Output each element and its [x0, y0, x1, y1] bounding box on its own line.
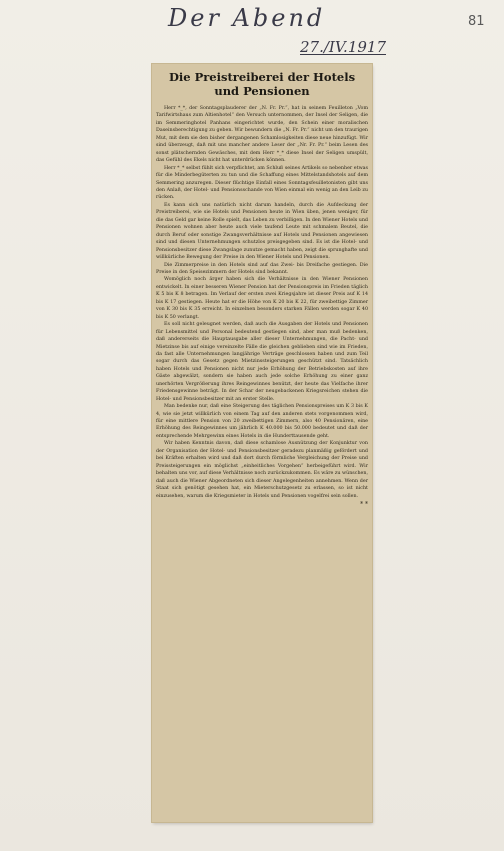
article-paragraph: Man bedenke nur, daß eine Steigerung des täglichen Pensionspreises um K 3 bis K 4, wie sie jetzt willkürlich von einem Tag auf den anderen stets vorgenommen wird, für eine mittlere Pension von 20 zweibettigen Zimmern, also 40 Pensionären, eine Erhöhung des Reingewinnes um jährlich K 40.000 bis 50.000 bedeutet und daß der entsprechende Mehrgewinn eines Hotels in die Hunderttausende geht.	[156, 404, 368, 439]
article-paragraph: Die Zimmerpreise in den Hotels sind auf das Zwei- bis Dreifache gestiegen. Die Preise in den Speisezimmern der Hotels sind bekannt.	[156, 262, 368, 275]
handwritten-title: Der Abend	[168, 4, 326, 32]
handwritten-date: 27./IV.1917	[300, 38, 386, 56]
article-paragraph: Womöglich noch ärger haben sich die Verhältnisse in den Wiener Pensionen entwickelt. In einer besseren Wiener Pension hat der Pensionspreis im Frieden täglich K 5 bis K 8 betragen. Im Verlauf der ersten zwei Kriegsjahre ist dieser Preis auf K 14 bis K 17 gestiegen. Heute hat er die Höhe von K 20 bis K 22, für zweibettige Zimmer von K 30 bis K 35 erreicht. In einzelnen besonders starken Fällen werden sogar K 40 bis K 50 verlangt.	[156, 277, 368, 320]
article-paragraph: Es kann sich uns natürlich nicht darum handeln, durch die Aufdeckung der Preistreiberei, wie sie Hotels und Pensionen heute in Wien üben, jenen weniger, für die das Geld gar keine Rolle spielt, das Leben zu verbilligen. In den Wiener Hotels und Pensionen wohnen aber heute auch viele taufend Leute mit schmalem Beutel, die durch Beruf oder sonstige Zwangsverhältnisse auf Hotels und Pensionen angewiesen sind und diesen Unternehmungen schutzlos preisgegeben sind. Es ist die Hotel- und Pensionsbesitzer diese Zwangslage zunutze gemacht haben, zeigt die sprunghafte und willkürliche Bewegung der Preise in den Wiener Hotels und Pensionen.	[156, 202, 368, 261]
newspaper-clipping	[152, 64, 372, 822]
end-mark: * *	[360, 501, 368, 509]
article-paragraph: Herr *_*, der Sonntagsplauderer der „N. Fr. Pr.“, hat in seinem Feuilleton „Vom Tarifwirtshaus zum Altienhotel“ den Versuch unternommen, der Insel der Seligen, die im Semmeringhotel Panhans eingerichtet wurde, den Schein einer moralischen Daseinsberechtigung zu geben. Wir bewundern die „N. Fr. Pr.“ nicht um den traurigen Mut, mit dem sie den bisher dergangenen Schamlosigkeiten diese neue hinzufügt. Wir sind überzeugt, daß mit uns mancher andere Leser der „Nr. Fr. Pr.“ beim Lesen des sonst plätschernden Gewäsches, mit dem Herr *_* diese Insel der Seligen umspült, das Gefühl des Ekels nicht hat unterdrücken können.	[156, 106, 368, 164]
article-headline: Die Preistreiberei der Hotels und Pensionen	[168, 70, 356, 98]
page-number: 81	[468, 14, 485, 29]
article-body	[156, 105, 368, 508]
article-paragraph: Wir haben Kenntnis davon, daß diese schamlose Ausnützung der Konjunktur von der Organisation der Hotel- und Pensionsbesitzer geradezu planmäßig gefördert und bei Kräften erhalten wird und daß dort durch förmliche Vergleichung der Preise und Preissteigerungen ein möglichst „einheitliches Vorgehen“ herbeigeführt wird. Wir behalten uns vor, auf diese Verhältnisse noch zurückzukommen. Es wäre zu wünschen, daß auch die Wiener Abgeordneten sich dieser Angelegenheiten annehmen. Wenn der Staat sich genötigt gesehen hat, ein Mieterschutzgesetz zu erlassen, so ist nicht einzusehen, warum die Kriegsmieter in Hotels und Pensionen vogelfrei sein sollen.	[156, 441, 368, 499]
article-paragraph: Es soll nicht geleugnet werden, daß auch die Ausgaben der Hotels und Pensionen für Lebensmittel und Personal bedeutend gestiegen sind, aber man muß bedenken, daß andererseits die Hauptausgabe aller dieser Unternehmungen, die Pacht- und Mietzinse bis auf einige vereinzelte Fälle die gleichen geblieben sind wie im Frieden, da fast alle Unternehmungen langjährige Verträge geschlossen haben und zum Teil sogar durch das Gesetz gegen Mietzinssteigerungen geschützt sind. Tatsächlich haben Hotels und Pensionen nicht nur jede Erhöhung der Betriebskosten auf ihre Gäste abgewälzt, sondern sie haben auch jede solche Erhöhung zu einer ganz unerhörten Vergrößerung ihres Reingewinnes benützt, der heute das Vielfache ihrer Friedensgewinne beträgt. In der Schar der neugebackenen Kriegsreichen stehen die Hotel- und Pensionsbesitzer mit an erster Stelle.	[156, 322, 368, 402]
article-paragraph: Herr *_* selbst fühlt sich verpflichtet, am Schluß seines Artikels so nebenher etwas für die Minderbegüterten zu tun und die Schaffung eines Mittelstandshotels auf dem Semmering anzuregen. Dieser flüchtige Einfall eines Sonntagsfeuilletonisten gibt uns den Anlaß, der Hotel- und Pensionsschande von Wien einmal ein wenig an den Leib zu rücken.	[156, 165, 368, 201]
